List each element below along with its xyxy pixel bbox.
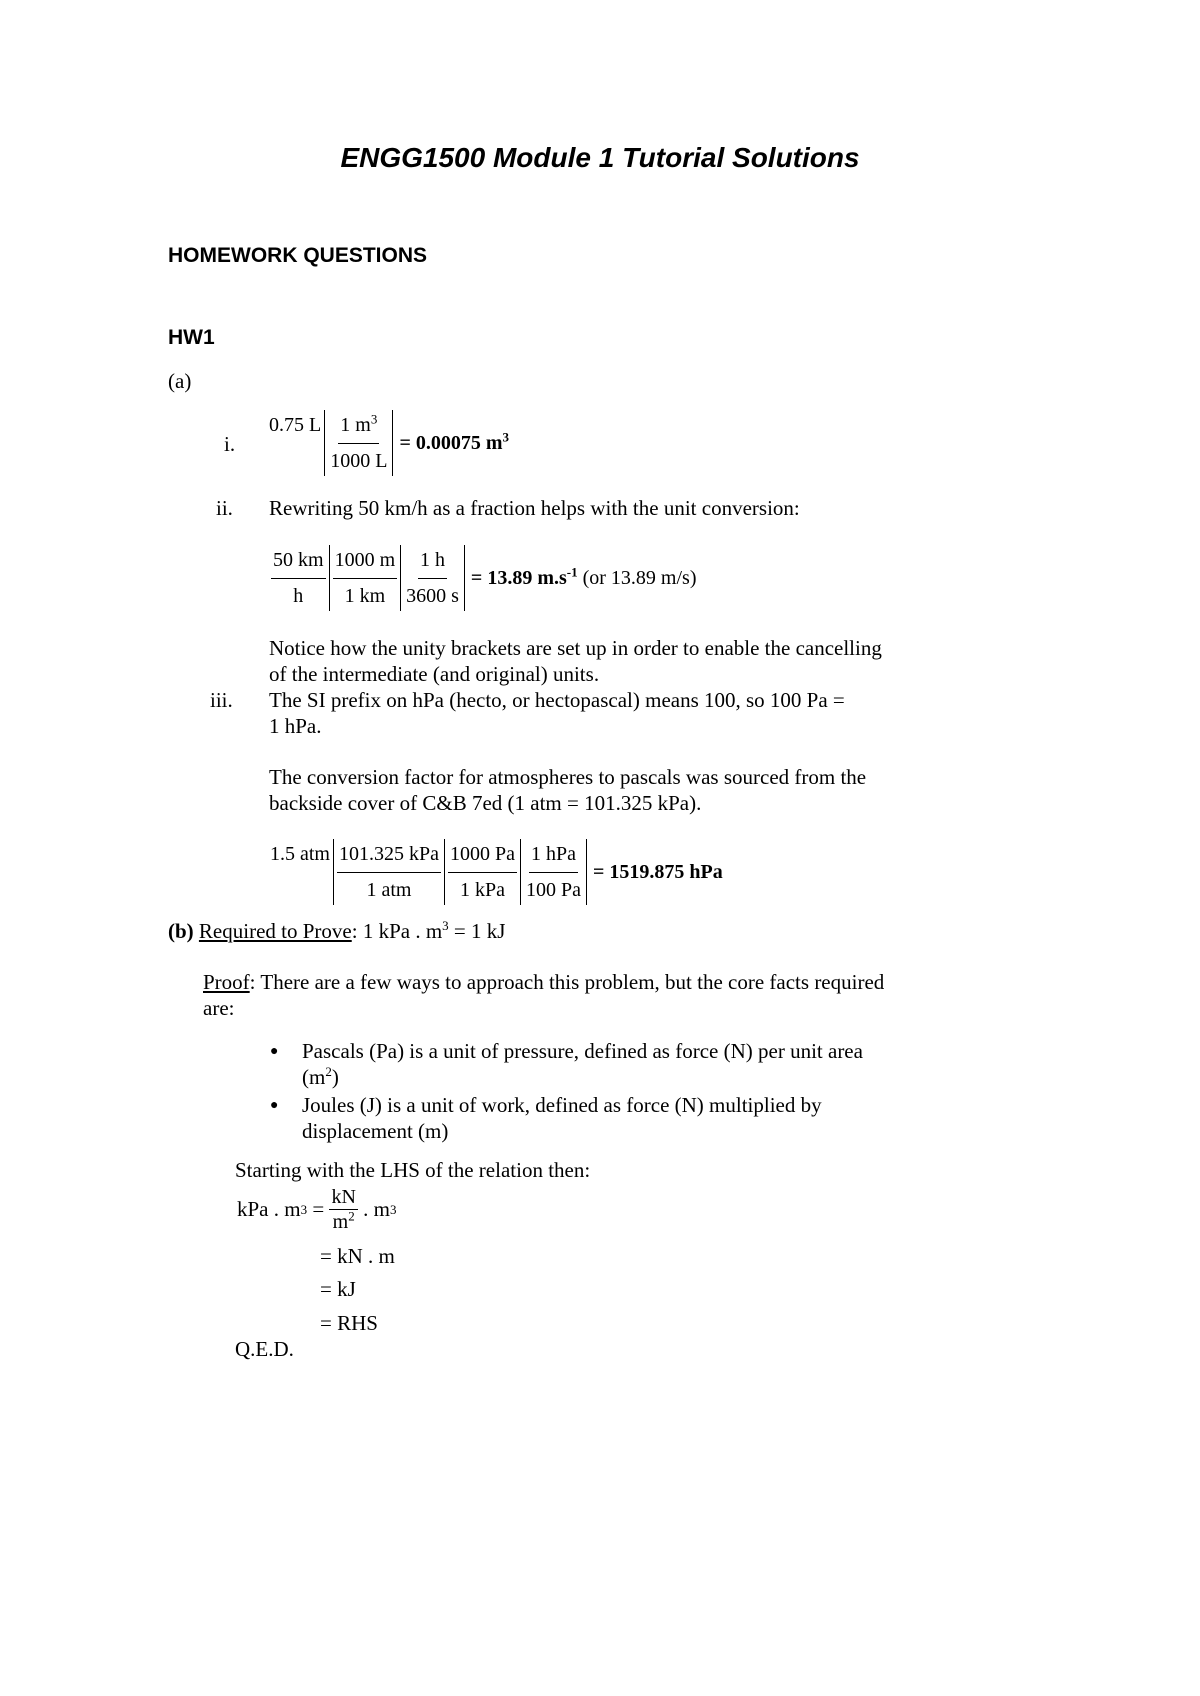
unity-bracket-i	[269, 410, 509, 476]
equals: =	[307, 1197, 330, 1221]
bracket-cell	[325, 410, 392, 476]
cell-denominator: 1000 L	[330, 450, 388, 472]
bullet2-line2: displacement (m)	[302, 1119, 449, 1143]
exp: 3	[442, 918, 449, 933]
rtp-statement-a: : 1 kPa . m	[351, 919, 443, 943]
cell-numerator: 1 h	[418, 545, 447, 579]
result-ii	[465, 563, 697, 590]
cell-numerator: 1000 Pa	[448, 839, 517, 873]
proof-text: : There are a few ways to approach this problem, but the core facts required	[249, 970, 885, 994]
derivation-step2: = kJ	[320, 1277, 356, 1301]
rtp-statement-b: = 1 kJ	[448, 919, 506, 943]
bullet-dot: ●	[270, 1044, 279, 1059]
cell-denominator: 3600 s	[406, 585, 459, 607]
cell-numerator: 1 m	[340, 414, 371, 436]
bracket-cell	[521, 839, 586, 905]
exp: 3	[502, 428, 509, 444]
part-b-label: (b)	[168, 919, 194, 943]
after-fraction: . m	[357, 1197, 390, 1221]
bullet1-line1: Pascals (Pa) is a unit of pressure, defined as force (N) per unit area	[302, 1039, 863, 1063]
page-title: ENGG1500 Module 1 Tutorial Solutions	[340, 142, 860, 173]
part-b-line	[168, 919, 505, 944]
result-tail: (or 13.89 m/s)	[577, 566, 697, 589]
lhs-intro: Starting with the LHS of the relation then:	[235, 1158, 591, 1182]
lhs: kPa . m	[237, 1197, 301, 1221]
cell-denominator: 1 atm	[366, 879, 412, 901]
bracket-lead: 0.75 L	[269, 414, 322, 436]
rtp-label: Required to Prove	[198, 919, 352, 943]
proof-line2: are:	[203, 996, 235, 1020]
cell-denominator: 1 km	[344, 585, 386, 607]
iii-line2: 1 hPa.	[269, 714, 322, 738]
bracket-cell	[268, 545, 329, 611]
bullet1-line2	[302, 1065, 339, 1090]
derivation-step1: = kN . m	[320, 1244, 395, 1268]
part-a-label: (a)	[168, 369, 192, 393]
cell-numerator: 50 km	[271, 545, 326, 579]
bracket-lead: 1.5 atm	[270, 843, 330, 865]
cell-numerator: 1 hPa	[529, 839, 578, 873]
roman-i: i.	[224, 432, 236, 456]
bracket-cell	[334, 839, 444, 905]
ii-note-line1: Notice how the unity brackets are set up in order to enable the cancelling	[269, 636, 882, 660]
exp: 3	[370, 411, 378, 427]
roman-iii: iii.	[210, 688, 233, 712]
iii-line4: backside cover of C&B 7ed (1 atm = 101.325 kPa).	[269, 791, 702, 815]
section-heading: HOMEWORK QUESTIONS	[168, 244, 428, 267]
qed: Q.E.D.	[235, 1337, 294, 1361]
fraction-denominator	[333, 1210, 355, 1234]
exp: 2	[348, 1208, 355, 1224]
cell-denominator: 1 kPa	[460, 879, 505, 901]
derivation-line1: kPa . m 3 = $\frac{kN}{m^2}$ . m 3	[237, 1186, 397, 1233]
result-bold: = 13.89 m.s	[470, 566, 567, 589]
iii-line1: The SI prefix on hPa (hecto, or hectopascal) means 100, so 100 Pa =	[269, 688, 845, 712]
cell-denominator: 100 Pa	[526, 879, 581, 901]
ii-intro: Rewriting 50 km/h as a fraction helps with the unit conversion:	[269, 496, 800, 520]
cell-denominator: h	[293, 585, 304, 607]
bracket-cell	[330, 545, 401, 611]
roman-ii: ii.	[216, 496, 233, 520]
unity-bracket-iii	[270, 839, 723, 905]
proof-label: Proof	[203, 970, 250, 994]
derivation-step3: = RHS	[320, 1311, 378, 1335]
text: (m	[302, 1065, 326, 1089]
result-iii: = 1519.875 hPa	[593, 860, 723, 883]
bracket-cell	[401, 545, 464, 611]
iii-line3: The conversion factor for atmospheres to pascals was sourced from the	[269, 765, 867, 789]
exp: 2	[325, 1064, 332, 1079]
result-text: = 0.00075 m	[399, 431, 503, 454]
cell-numerator: 101.325 kPa	[337, 839, 441, 873]
text: )	[331, 1065, 339, 1089]
fraction	[329, 1185, 357, 1234]
ii-note-line2: of the intermediate (and original) units.	[269, 662, 600, 686]
unity-bracket-ii	[268, 545, 697, 611]
text: m	[332, 1211, 349, 1233]
bullet-dot: ●	[270, 1098, 279, 1113]
result-i	[393, 428, 509, 455]
proof-line1	[203, 970, 884, 995]
fraction-numerator: kN	[331, 1186, 356, 1208]
exp: -1	[566, 563, 578, 579]
bracket-cell	[445, 839, 520, 905]
question-heading: HW1	[168, 326, 215, 349]
bullet2-line1: Joules (J) is a unit of work, defined as force (N) multiplied by	[302, 1093, 822, 1117]
cell-numerator: 1000 m	[333, 545, 398, 579]
